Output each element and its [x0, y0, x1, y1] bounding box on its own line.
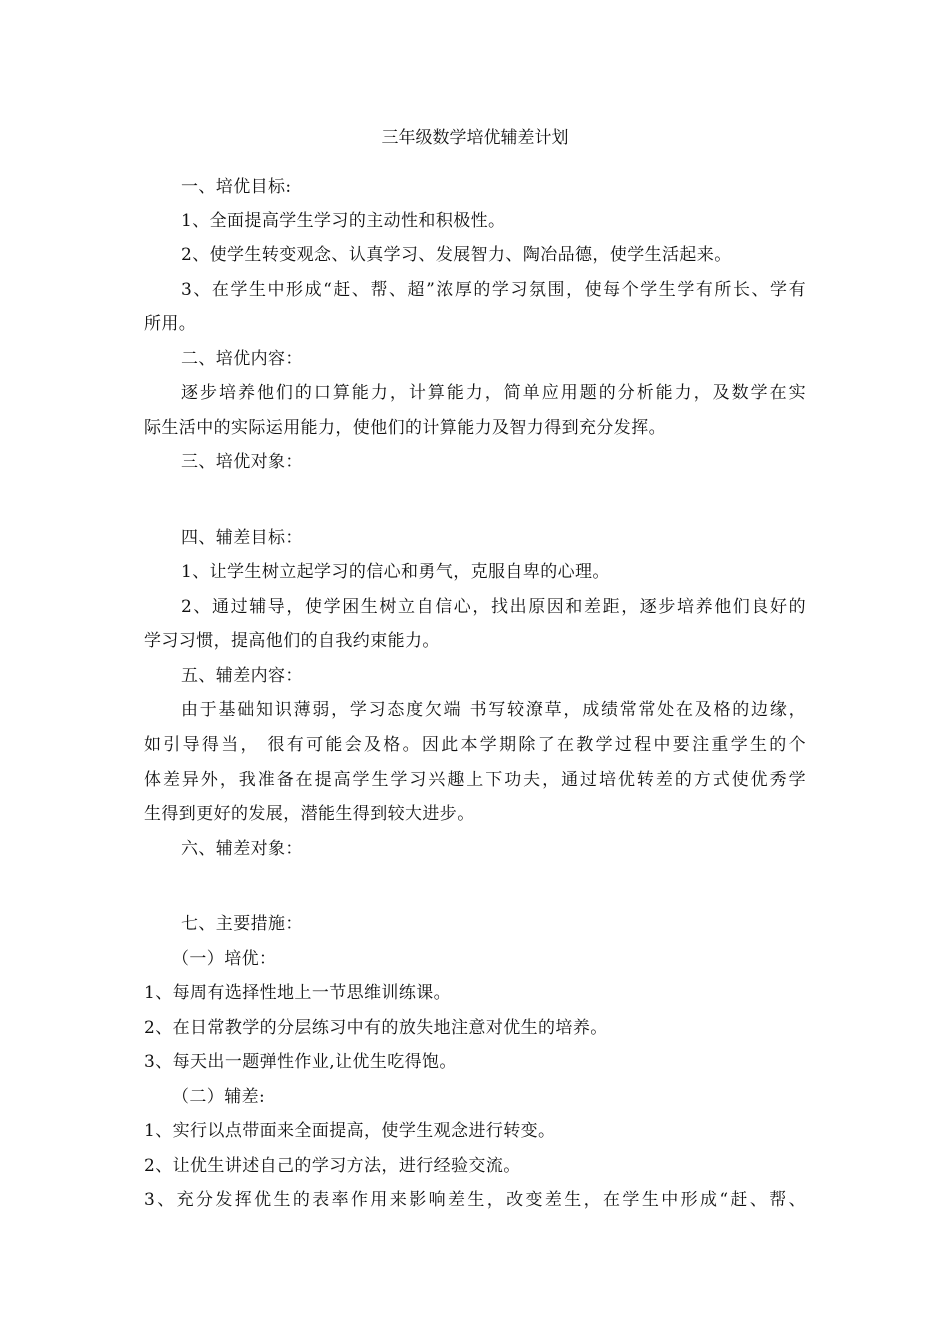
paragraph-line: 体差异外，我准备在提高学生学习兴趣上下功夫，通过培优转差的方式使优秀学 — [144, 770, 806, 790]
paragraph-line: 1、每周有选择性地上一节思维训练课。 — [144, 983, 452, 1003]
paragraph-line: 3、每天出一题弹性作业,让优生吃得饱。 — [144, 1052, 457, 1072]
paragraph-line: 2、通过辅导，使学困生树立自信心，找出原因和差距，逐步培养他们良好的 — [181, 597, 806, 617]
section-heading: 六、辅差对象： — [181, 839, 303, 859]
paragraph-line: 逐步培养他们的口算能力，计算能力，简单应用题的分析能力，及数学在实 — [181, 383, 806, 403]
section-heading: 二、培优内容： — [181, 349, 303, 369]
section-heading: 四、辅差目标： — [181, 528, 303, 548]
section-heading: 三、培优对象： — [181, 452, 303, 472]
paragraph-line: 学习习惯，提高他们的自我约束能力。 — [144, 631, 440, 651]
paragraph-line: 1、让学生树立起学习的信心和勇气，克服自卑的心理。 — [181, 562, 610, 582]
paragraph-line: 1、实行以点带面来全面提高，使学生观念进行转变。 — [144, 1121, 556, 1141]
subsection-heading: （二）辅差: — [172, 1087, 266, 1107]
subsection-heading: （一）培优： — [172, 949, 277, 969]
paragraph-line: 所用。 — [144, 314, 197, 334]
paragraph-line: 生得到更好的发展，潜能生得到较大进步。 — [144, 804, 475, 824]
document-title: 三年级数学培优辅差计划 — [381, 128, 569, 148]
paragraph-line: 3、在学生中形成“赶、帮、超”浓厚的学习氛围，使每个学生学有所长、学有 — [181, 280, 806, 300]
paragraph-line: 2、在日常教学的分层练习中有的放失地注意对优生的培养。 — [144, 1018, 608, 1038]
section-heading: 一、培优目标: — [181, 177, 292, 197]
paragraph-line: 2、使学生转变观念、认真学习、发展智力、陶冶品德，使学生活起来。 — [181, 245, 732, 265]
paragraph-line: 由于基础知识薄弱，学习态度欠端 书写较潦草，成绩常常处在及格的边缘， — [181, 700, 806, 720]
section-heading: 五、辅差内容： — [181, 666, 303, 686]
paragraph-line: 1、全面提高学生学习的主动性和积极性。 — [181, 211, 506, 231]
paragraph-line: 3、充分发挥优生的表率作用来影响差生，改变差生，在学生中形成“赶、帮、 — [144, 1190, 806, 1210]
paragraph-line: 2、让优生讲述自己的学习方法，进行经验交流。 — [144, 1156, 521, 1176]
section-heading: 七、主要措施： — [181, 914, 303, 934]
paragraph-line: 如引导得当， 很有可能会及格。因此本学期除了在教学过程中要注重学生的个 — [144, 735, 806, 755]
paragraph-line: 际生活中的实际运用能力，使他们的计算能力及智力得到充分发挥。 — [144, 418, 666, 438]
